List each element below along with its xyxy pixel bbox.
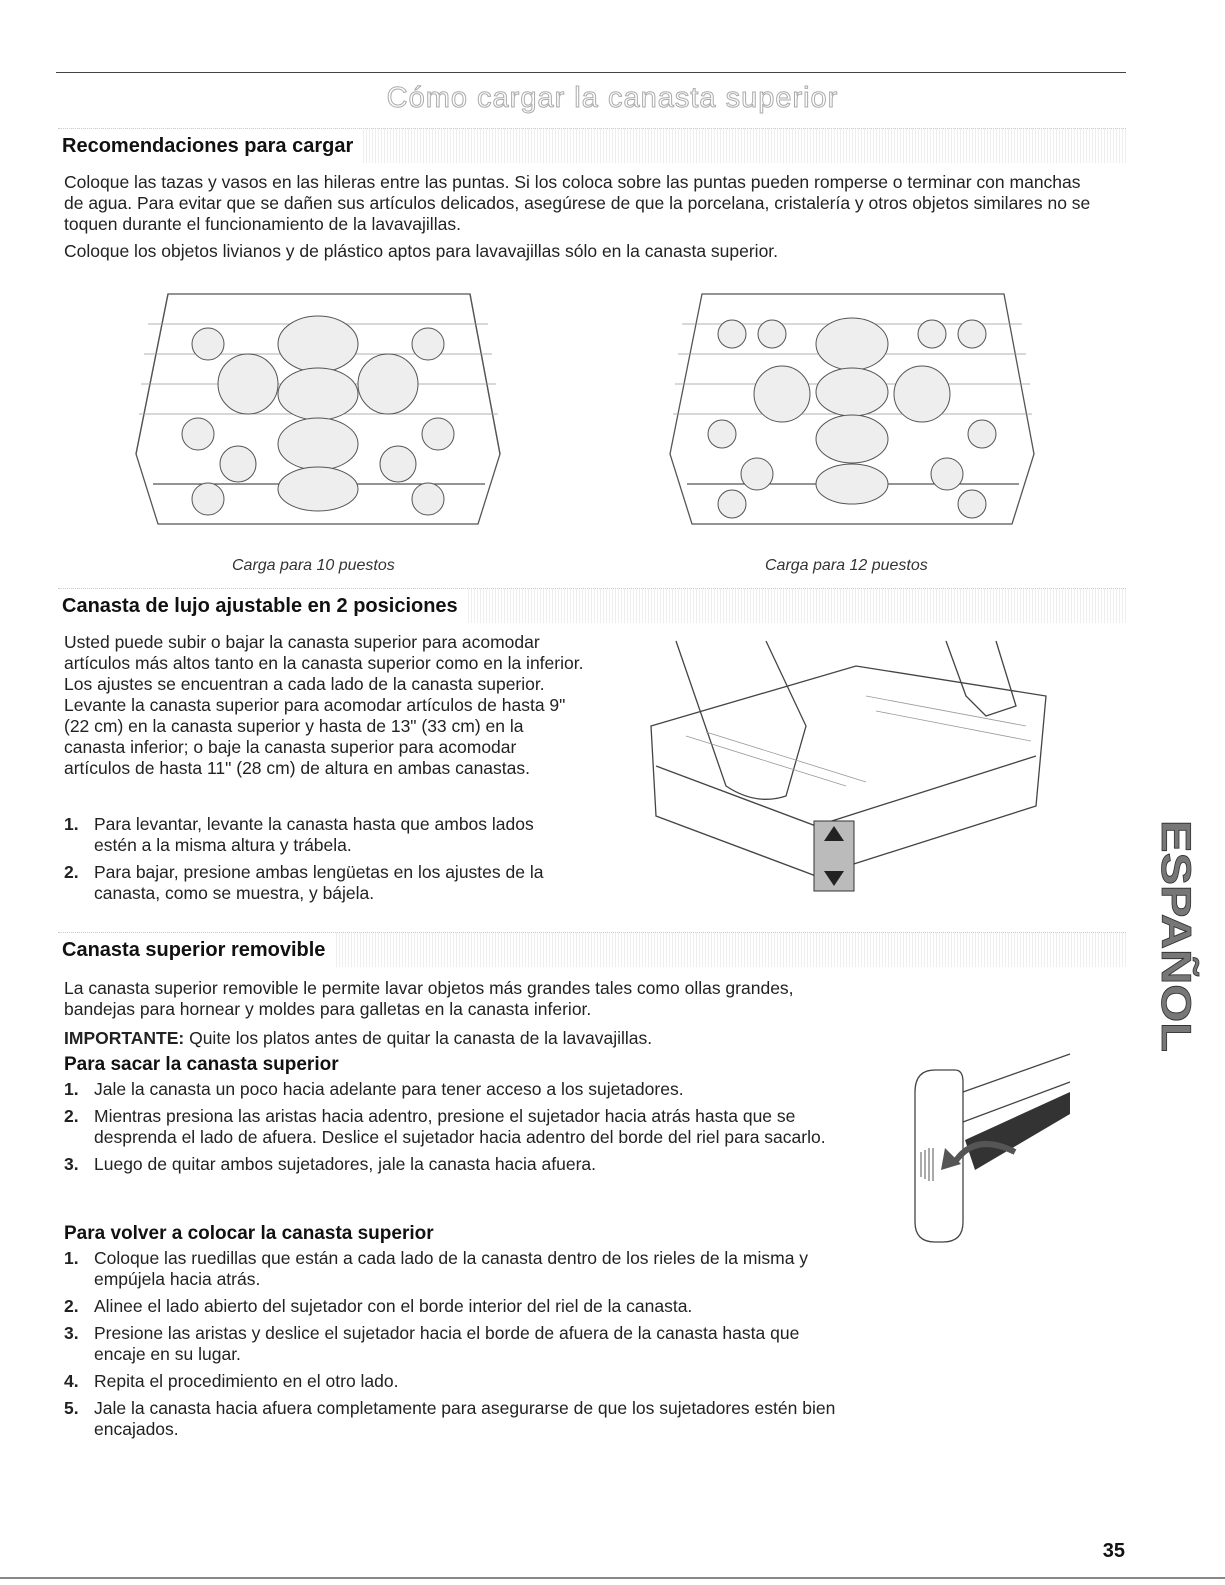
side-tab-label: ESPAÑOL [1153, 820, 1200, 1020]
top-rule [56, 72, 1126, 73]
section-heading-text: Recomendaciones para cargar [58, 129, 363, 163]
rack-10-place-illustration [128, 284, 510, 544]
section-heading-loading [58, 128, 1126, 163]
list-item: 1. Para levantar, levante la canasta hasta que ambos lados estén a la misma altura y trábela. [64, 814, 534, 855]
list-item: 2. Mientras presiona las aristas hacia adentro, presione el sujetador hacia atrás hasta que se desprenda el lado de afuera. Deslice el sujetador hacia adentro del borde del riel para sacarlo. [64, 1106, 826, 1147]
list-item: 1. Coloque las ruedillas que están a cada lado de la canasta dentro de los rieles de la misma y empújela hacia atrás. [64, 1248, 809, 1289]
section-heading-text: Canasta superior removible [58, 933, 335, 967]
rack-12-place-illustration [662, 284, 1044, 544]
adjustable-steps [64, 814, 564, 910]
section-heading-text: Canasta de lujo ajustable en 2 posiciones [58, 589, 468, 623]
important-note: IMPORTANTE: Quite los platos antes de quitar la canasta de la lavavajillas. [64, 1028, 653, 1048]
replace-steps [64, 1248, 854, 1446]
loading-paragraph-2: Coloque los objetos livianos y de plástico aptos para lavavajillas sólo en la canasta superior. [64, 241, 779, 261]
loading-paragraph-1: Coloque las tazas y vasos en las hileras entre las puntas. Si los coloca sobre las puntas pueden romperse o terminar con manchas de agua. Para evitar que se dañen sus artículos delicados, asegúrese de que la porcelana, cristalería y otros objetos similares no se toquen durante el funcionamiento de la lavavajillas. [64, 172, 1091, 234]
section-heading-removable [58, 932, 1126, 967]
replace-heading: Para volver a colocar la canasta superior [64, 1223, 434, 1244]
remove-steps [64, 1079, 854, 1181]
caption-10-place: Carga para 10 puestos [232, 557, 395, 574]
caption-12-place: Carga para 12 puestos [765, 557, 928, 574]
list-item: 4. Repita el procedimiento en el otro lado. [64, 1371, 399, 1391]
clip-release-illustration [905, 1052, 1080, 1247]
rack-adjuster-illustration [646, 636, 1066, 916]
remove-heading: Para sacar la canasta superior [64, 1054, 339, 1075]
list-item: 5. Jale la canasta hacia afuera completamente para asegurarse de que los sujetadores estén bien encajados. [64, 1398, 836, 1439]
removable-paragraph: La canasta superior removible le permite lavar objetos más grandes tales como ollas grandes, bandejas para hornear y moldes para galletas en la canasta inferior. [64, 978, 794, 1019]
adjustable-paragraph: Usted puede subir o bajar la canasta superior para acomodar artículos más altos tanto en la canasta superior como en la inferior. Los ajustes se encuentran a cada lado de la canasta superior. Levante la canasta superior para acomodar artículos de hasta 9" (22 cm) en la canasta superior y hasta de 13" (33 cm) en la canasta inferior; o baje la canasta superior para acomodar artículos de hasta 11" (28 cm) de altura en ambas canastas. [64, 632, 584, 778]
list-item: 2. Alinee el lado abierto del sujetador con el borde interior del riel de la canasta. [64, 1296, 693, 1316]
language-side-tab [1150, 818, 1202, 1056]
list-item: 3. Presione las aristas y deslice el sujetador hacia el borde de afuera de la canasta hasta que encaje en su lugar. [64, 1323, 800, 1364]
list-item: 2. Para bajar, presione ambas lengüetas en los ajustes de la canasta, como se muestra, y bájela. [64, 862, 544, 903]
section-heading-adjustable [58, 588, 1126, 623]
page-number: 35 [1102, 1540, 1125, 1562]
list-item: 1. Jale la canasta un poco hacia adelante para tener acceso a los sujetadores. [64, 1079, 684, 1099]
list-item: 3. Luego de quitar ambos sujetadores, jale la canasta hacia afuera. [64, 1154, 596, 1174]
page-title: Cómo cargar la canasta superior [386, 82, 839, 114]
bottom-rule [0, 1577, 1225, 1579]
important-label: IMPORTANTE: [64, 1028, 185, 1048]
